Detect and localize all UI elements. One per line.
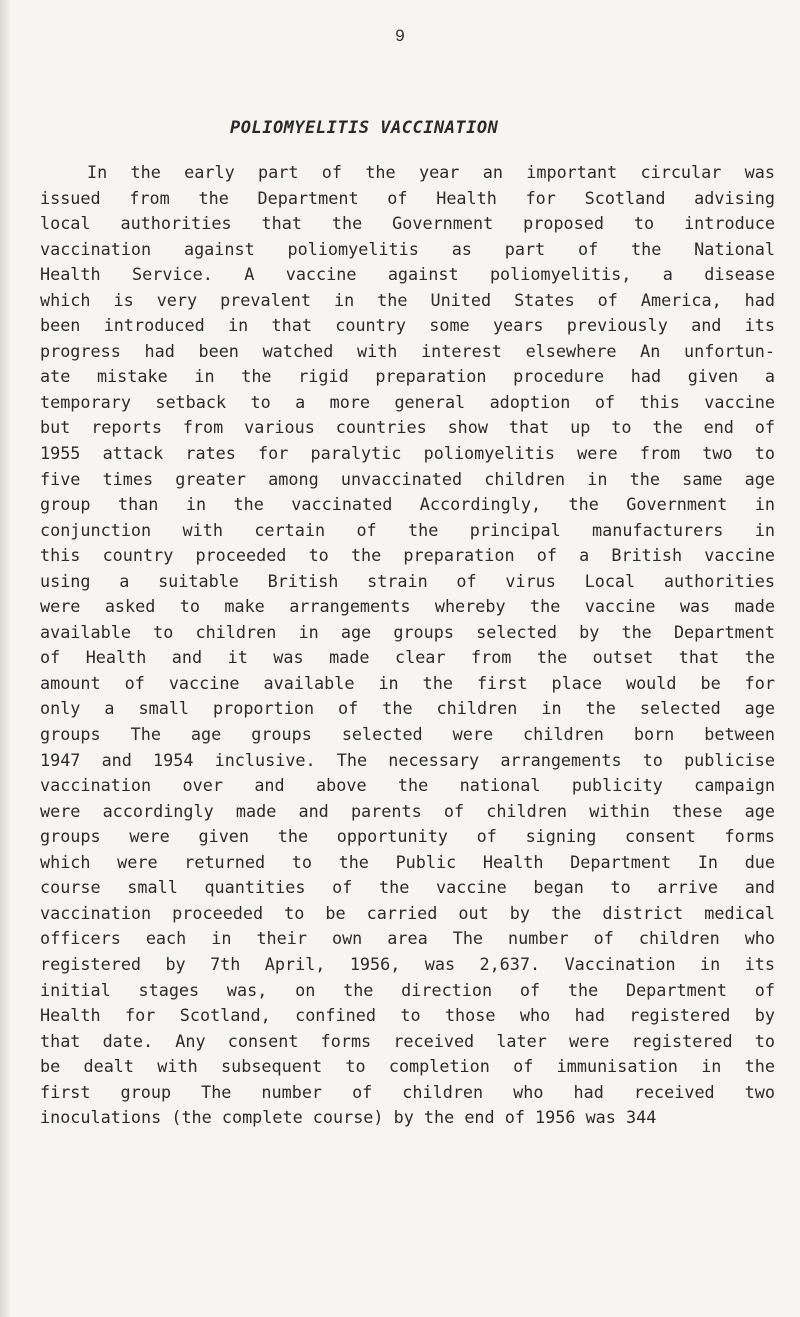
paragraph-line: local authorities that the Government proposed to introduce [40,213,775,234]
paragraph-line: only a small proportion of the children in the selected age [40,698,775,719]
paragraph-line: which were returned to the Public Health Department In due [40,851,775,872]
paragraph-line: using a suitable British strain of virus Local authorities [40,570,775,591]
page-number: 9 [395,26,405,45]
paragraph-line: Health Service. A vaccine against poliomyelitis, a disease [40,264,775,285]
paragraph-line: progress had been watched with interest elsewhere An unfortun- [40,340,775,361]
paragraph-line: be dealt with subsequent to completion of immunisation in the [40,1056,775,1077]
paragraph-line: vaccination proceeded to be carried out by the district medical [40,902,775,923]
body-paragraph [40,160,775,1131]
paragraph-line: this country proceeded to the preparation of a British vaccine [40,545,775,566]
paragraph-line: initial stages was, on the direction of the Department of [40,979,775,1000]
paragraph-line: that date. Any consent forms received later were registered to [40,1030,775,1051]
paragraph-line: were accordingly made and parents of children within these age [40,800,775,821]
paragraph-line: inoculations (the complete course) by the end of 1956 was 344 [40,1107,657,1128]
paragraph-line: groups were given the opportunity of signing consent forms [40,826,775,847]
paragraph-line: vaccination over and above the national publicity campaign [40,775,775,796]
paragraph-line: groups The age groups selected were children born between [40,724,775,745]
paragraph-line: 1955 attack rates for paralytic poliomyelitis were from two to [40,443,775,464]
paragraph-line: group than in the vaccinated Accordingly, the Government in [40,494,775,515]
section-title: POLIOMYELITIS VACCINATION [230,118,499,138]
paragraph-line: first group The number of children who had received two [40,1081,775,1102]
paragraph-line: were asked to make arrangements whereby the vaccine was made [40,596,775,617]
paragraph-line: five times greater among unvaccinated children in the same age [40,468,775,489]
paragraph-line: Health for Scotland, confined to those who had registered by [40,1005,775,1026]
paragraph-line: officers each in their own area The number of children who [40,928,775,949]
page-binding-edge [0,0,10,1317]
paragraph-line: issued from the Department of Health for Scotland advising [40,187,775,208]
paragraph-line: available to children in age groups selected by the Department [40,621,775,642]
paragraph-line: vaccination against poliomyelitis as part of the National [40,238,775,259]
paragraph-line: which is very prevalent in the United States of America, had [40,289,775,310]
paragraph-line: 1947 and 1954 inclusive. The necessary arrangements to publicise [40,749,775,770]
paragraph-line: In the early part of the year an important circular was [87,162,775,182]
paragraph-line: amount of vaccine available in the first place would be for [40,672,775,693]
paragraph-line: conjunction with certain of the principal manufacturers in [40,519,775,540]
paragraph-line: registered by 7th April, 1956, was 2,637. Vaccination in its [40,953,775,974]
paragraph-line: ate mistake in the rigid preparation procedure had given a [40,366,775,387]
paragraph-line: but reports from various countries show that up to the end of [40,417,775,438]
paragraph-line: been introduced in that country some years previously and its [40,315,775,336]
paragraph-line: temporary setback to a more general adoption of this vaccine [40,391,775,412]
paragraph-line: course small quantities of the vaccine began to arrive and [40,877,775,898]
paragraph-line: of Health and it was made clear from the outset that the [40,647,775,668]
